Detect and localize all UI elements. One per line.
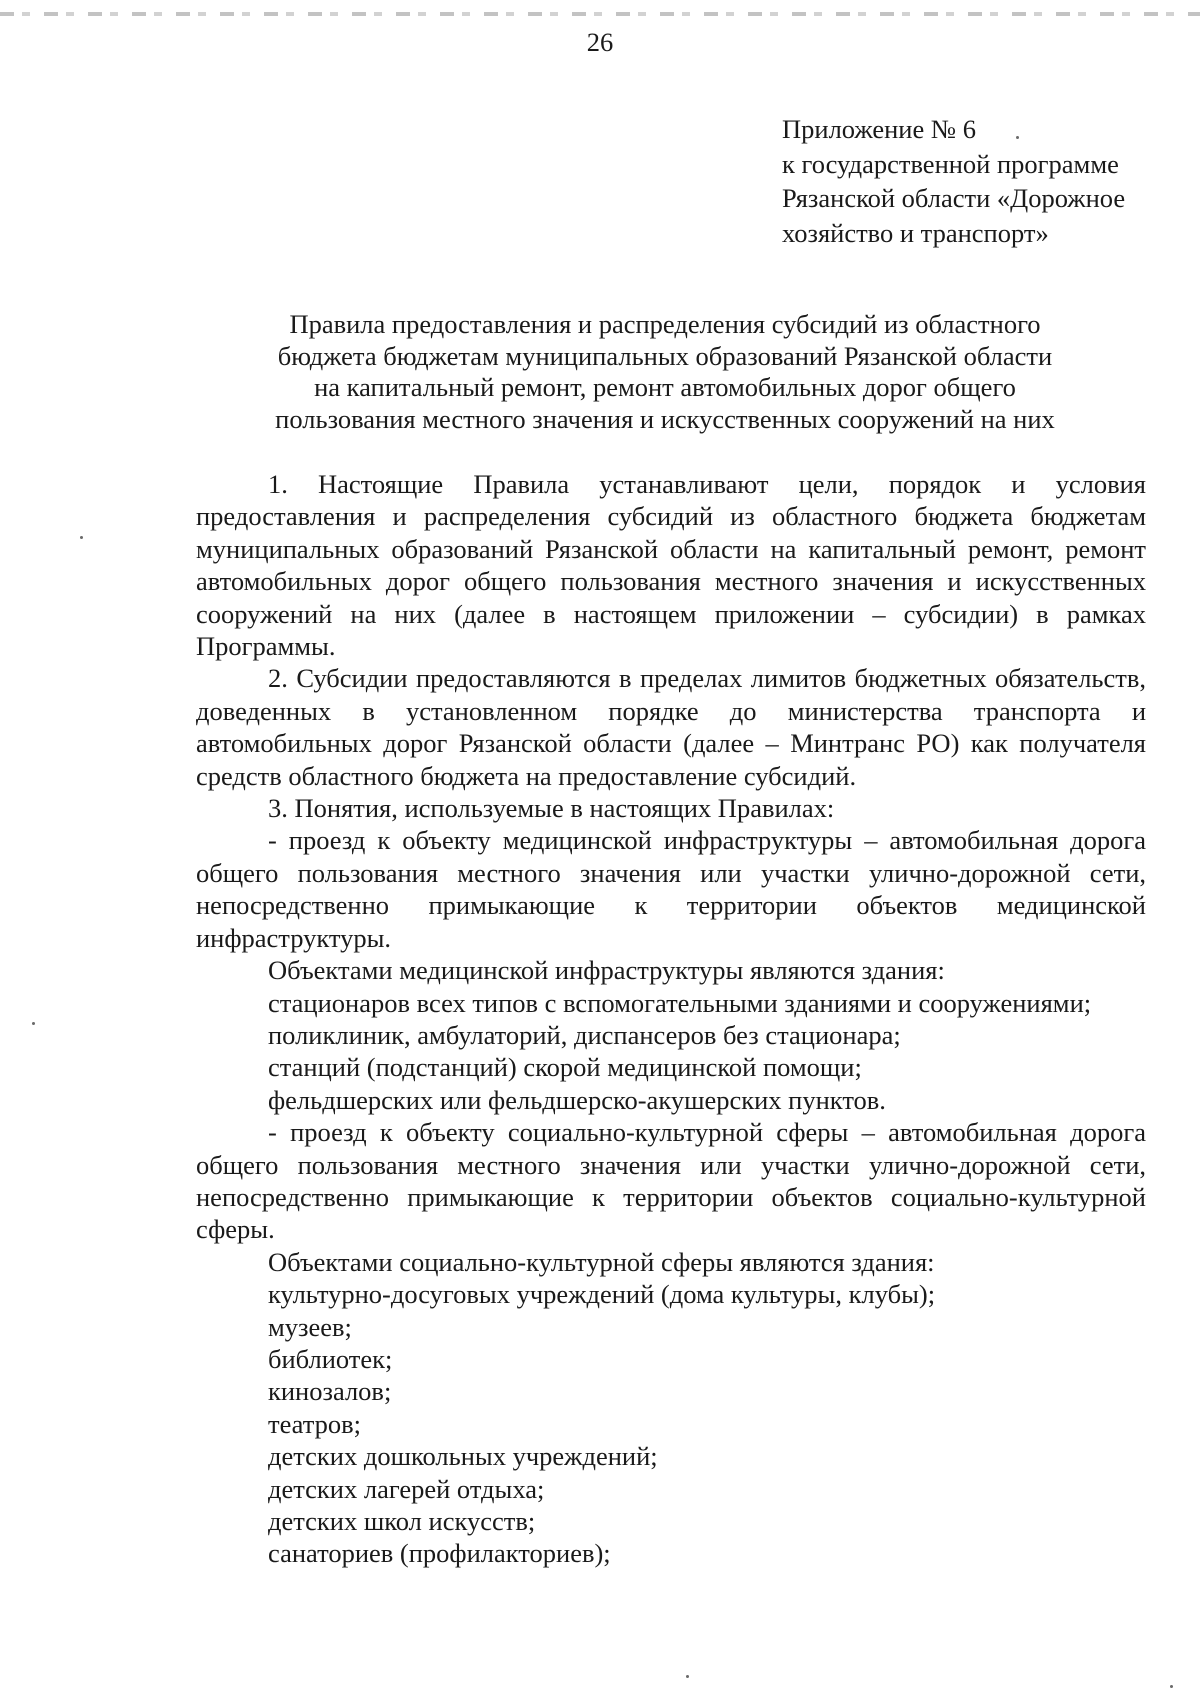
list-item: детских лагерей отдыха;: [268, 1473, 545, 1504]
title-line: бюджета бюджетам муниципальных образований Рязанской области: [277, 340, 1053, 371]
scan-artifact-line: [0, 12, 1200, 16]
paragraph-1: 1. Настоящие Правила устанавливают цели, порядок и условия предоставления и распределения субсидий из областного бюджета бюджетам муниципальных образований Рязанской области на капитальный ремонт, ремонт автомобильных дорог общего пользования местного значения и искусственных сооружений на них (далее в настоящем приложении – субсидии) в рамках Программы.: [196, 469, 1146, 662]
title-line: на капитальный ремонт, ремонт автомобильных дорог общего: [314, 372, 1016, 402]
paragraph-2: 2. Субсидии предоставляются в пределах лимитов бюджетных обязательств, доведенных в установленном порядке до министерства транспорта и автомобильных дорог Рязанской области (далее – Минтранс РО) как получателя средств областного бюджета на предоставление субсидий.: [196, 663, 1146, 791]
list-item: детских школ искусств;: [268, 1506, 536, 1536]
title-line: пользования местного значения и искусственных сооружений на них: [275, 403, 1055, 434]
scan-speck: [686, 1675, 689, 1678]
title-line: Правила предоставления и распределения субсидий из областного: [289, 309, 1041, 339]
list-item: поликлиник, амбулаторий, диспансеров без стационара;: [268, 1019, 901, 1050]
annex-line: хозяйство и транспорт»: [782, 217, 1049, 248]
definition-social: - проезд к объекту социально-культурной сферы – автомобильная дорога общего пользования местного значения или участки улично-дорожной сети, непосредственно примыкающие к территории объектов социально-культурной сферы.: [196, 1117, 1146, 1245]
definition-medical: - проезд к объекту медицинской инфраструктуры – автомобильная дорога общего пользования местного значения или участки улично-дорожной сети, непосредственно примыкающие к территории объектов медицинской инфраструктуры.: [196, 825, 1146, 953]
scan-speck: [1170, 1685, 1173, 1688]
list-item: музеев;: [268, 1311, 352, 1342]
list-item: библиотек;: [268, 1343, 393, 1374]
list-item: культурно-досуговых учреждений (дома культуры, клубы);: [268, 1279, 936, 1310]
annex-line: Приложение № 6: [782, 114, 977, 144]
scan-speck: [32, 1022, 35, 1025]
annex-line: Рязанской области «Дорожное: [782, 183, 1126, 213]
scan-speck: [1016, 136, 1019, 139]
social-objects-intro: Объектами социально-культурной сферы являются здания:: [268, 1246, 935, 1277]
list-item: кинозалов;: [268, 1376, 392, 1407]
medical-objects-intro: Объектами медицинской инфраструктуры являются здания:: [268, 955, 945, 986]
list-item: санаториев (профилакториев);: [268, 1538, 611, 1569]
paragraph-3: 3. Понятия, используемые в настоящих Правилах:: [268, 793, 835, 824]
list-item: театров;: [268, 1408, 362, 1439]
document-body: [196, 468, 1146, 1570]
annex-line: к государственной программе: [782, 148, 1119, 179]
list-item: станций (подстанций) скорой медицинской помощи;: [268, 1052, 862, 1083]
annex-header: [782, 112, 1182, 250]
list-item: стационаров всех типов с вспомогательными зданиями и сооружениями;: [268, 987, 1092, 1018]
list-item: детских дошкольных учреждений;: [268, 1441, 658, 1472]
scan-speck: [80, 536, 83, 539]
document-title: [230, 309, 1100, 435]
page-number: 26: [586, 27, 614, 57]
list-item: фельдшерских или фельдшерско-акушерских пунктов.: [268, 1084, 886, 1115]
